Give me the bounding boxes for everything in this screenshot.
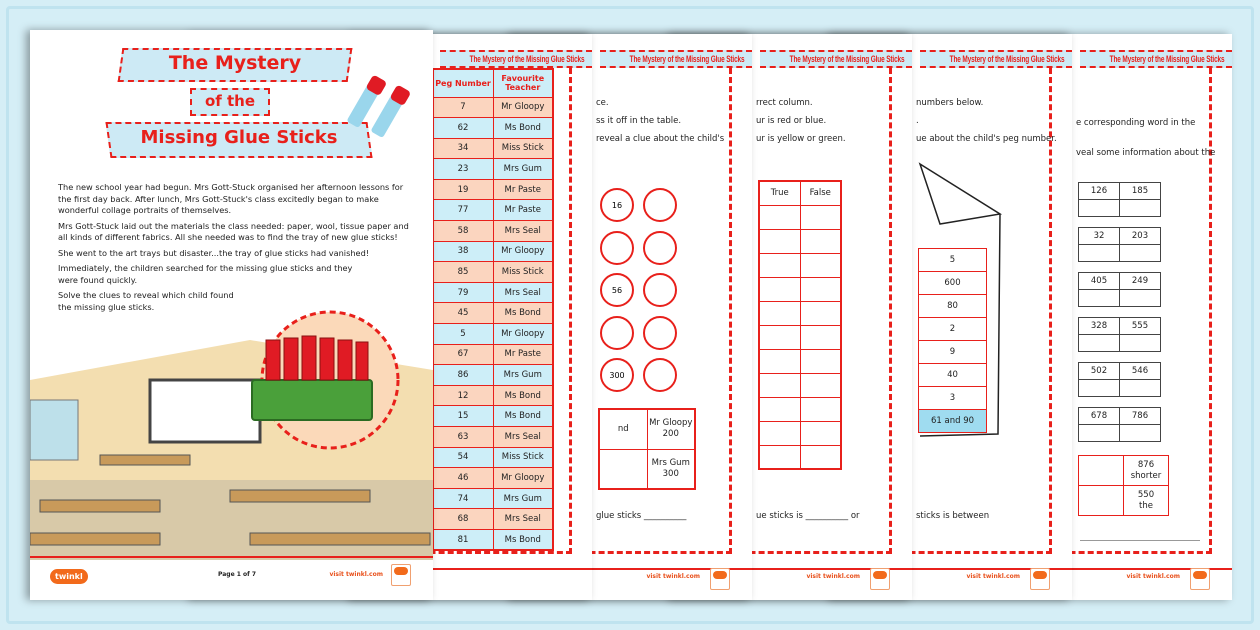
- number-circle: 16: [600, 188, 634, 222]
- table-row: [919, 364, 987, 387]
- teacher-cell: Mrs Gum: [493, 365, 553, 386]
- table-row: [759, 301, 841, 325]
- teacher-cell: Mrs Seal: [493, 282, 553, 303]
- number: 876: [1137, 459, 1155, 470]
- teacher-cell: Mr Gloopy: [493, 468, 553, 489]
- teacher-cell: Mr Gloopy: [493, 324, 553, 345]
- table-row: [413, 241, 553, 262]
- peg-number-cell: 85: [433, 262, 493, 283]
- teacher-cell: Ms Bond: [493, 303, 553, 324]
- page-header: The Mystery of the Missing Glue Sticks: [949, 54, 1064, 64]
- title-line: Missing Glue Sticks: [140, 127, 338, 148]
- table-row: [759, 181, 841, 205]
- peg-number-cell: 38: [433, 241, 493, 262]
- table-row: [413, 406, 553, 427]
- number-pair-table: [1078, 227, 1161, 262]
- table-row: [413, 138, 553, 159]
- table-row: [413, 200, 553, 221]
- table-row: [1079, 228, 1161, 245]
- teacher-cell: Miss Stick: [493, 447, 553, 468]
- story-paragraph: She went to the art trays but disaster...the tray of glue sticks had vanished!: [58, 247, 370, 258]
- word-table: [1078, 455, 1169, 516]
- teacher-cell: Ms Bond: [493, 385, 553, 406]
- number-circle: [643, 231, 677, 265]
- twinkl-badge-icon: [391, 564, 411, 586]
- page-header-banner: [600, 50, 752, 68]
- number-circle: [600, 231, 634, 265]
- answer-cell[interactable]: [800, 325, 841, 349]
- instruction-line: ce.: [596, 98, 609, 108]
- peg-number-cell: 58: [433, 221, 493, 242]
- table-row: [919, 318, 987, 341]
- table-row: [413, 159, 553, 180]
- peg-number-cell: 74: [433, 488, 493, 509]
- value-cell: 2: [919, 318, 987, 341]
- number-cell: 555: [1120, 318, 1161, 335]
- number-circle: [600, 316, 634, 350]
- peg-number-cell: 77: [433, 200, 493, 221]
- instruction-line: veal some information about the: [1076, 148, 1216, 158]
- instruction-line: ue about the child's peg number.: [916, 134, 1057, 144]
- column-header: Favourite Teacher: [493, 69, 553, 97]
- table-row: [413, 344, 553, 365]
- peg-number-cell: 45: [433, 303, 493, 324]
- table-row: [413, 324, 553, 345]
- numbers-table: [918, 248, 987, 433]
- title-line: of the: [204, 92, 256, 110]
- answer-cell[interactable]: [1079, 425, 1120, 442]
- table-row: [759, 397, 841, 421]
- table-row: [1079, 363, 1161, 380]
- table-row: [413, 427, 553, 448]
- table-row: [919, 272, 987, 295]
- answer-cell[interactable]: [759, 253, 800, 277]
- number-circle: [643, 273, 677, 307]
- value-cell: 80: [919, 295, 987, 318]
- page-header: The Mystery of the Missing Glue Sticks: [1109, 54, 1224, 64]
- answer-cell[interactable]: [759, 349, 800, 373]
- table-row: [1079, 425, 1161, 442]
- table-row: [413, 509, 553, 530]
- teacher-cell: Mr Paste: [493, 200, 553, 221]
- table-row: [1079, 183, 1161, 200]
- table-row: [413, 282, 553, 303]
- teacher-cell: Ms Bond: [493, 406, 553, 427]
- twinkl-badge-icon: [870, 568, 890, 590]
- table-row: [413, 262, 553, 283]
- number-circle: [643, 316, 677, 350]
- teacher-cell: Miss Stick: [493, 262, 553, 283]
- answer-cell[interactable]: [1120, 425, 1161, 442]
- instruction-line: .: [916, 116, 919, 126]
- answer-cell[interactable]: [759, 397, 800, 421]
- page-header-banner: [440, 50, 592, 68]
- page-header-banner: [760, 50, 912, 68]
- clue-cell: [599, 449, 647, 489]
- clue-cell: nd: [599, 409, 647, 449]
- number-cell: 678: [1079, 408, 1120, 425]
- story-paragraph: Mrs Gott-Stuck laid out the materials the class needed: paper, wool, tissue paper and all kinds of different fabrics. All she needed was to find the tray of new glue sticks!: [58, 220, 409, 242]
- answer-cell[interactable]: [759, 373, 800, 397]
- page-header: The Mystery of the Missing Glue Sticks: [629, 54, 744, 64]
- teacher-cell: Mr Paste: [493, 344, 553, 365]
- value-cell: 61 and 90: [919, 410, 987, 433]
- table-row: [413, 529, 553, 550]
- table-row: [1079, 273, 1161, 290]
- table-row: [919, 410, 987, 433]
- page-header-banner: [1080, 50, 1232, 68]
- instruction-line: rrect column.: [756, 98, 813, 108]
- title-line: The Mystery: [168, 52, 302, 74]
- twinkl-badge-icon: [1030, 568, 1050, 590]
- instruction-line: numbers below.: [916, 98, 984, 108]
- answer-cell[interactable]: [759, 325, 800, 349]
- peg-number-cell: 19: [433, 179, 493, 200]
- clue-table: [598, 408, 696, 490]
- peg-number-cell: 79: [433, 282, 493, 303]
- visit-link[interactable]: visit twinkl.com: [966, 573, 1020, 580]
- story-text: [58, 182, 410, 313]
- teacher-cell: Ms Bond: [493, 529, 553, 550]
- page-header: The Mystery of the Missing Glue Sticks: [789, 54, 904, 64]
- table-row: [1079, 380, 1161, 397]
- answer-cell[interactable]: [1079, 380, 1120, 397]
- table-row: [919, 341, 987, 364]
- table-row: [759, 205, 841, 229]
- word: shorter: [1130, 470, 1162, 481]
- answer-line: [1080, 540, 1200, 541]
- teacher-cell: Mrs Seal: [493, 427, 553, 448]
- answer-sentence: sticks is between: [916, 511, 990, 521]
- table-row: [413, 468, 553, 489]
- true-false-table: [758, 180, 842, 470]
- glue-sticks-icon: [336, 70, 416, 140]
- table-row: [759, 349, 841, 373]
- teacher-cell: Miss Stick: [493, 138, 553, 159]
- answer-cell[interactable]: [800, 229, 841, 253]
- table-row: [413, 488, 553, 509]
- value-cell: 40: [919, 364, 987, 387]
- peg-teacher-table: [412, 68, 554, 551]
- number-circle: 56: [600, 273, 634, 307]
- classroom-illustration: [30, 300, 433, 560]
- table-row: [599, 409, 695, 449]
- answer-cell[interactable]: [800, 373, 841, 397]
- teacher-cell: Mrs Gum: [493, 488, 553, 509]
- table-row: [1079, 290, 1161, 307]
- instruction-line: ss it off in the table.: [596, 116, 682, 126]
- worksheet-cover-page: [30, 30, 433, 600]
- word-cell: [1124, 486, 1169, 516]
- table-row: [413, 97, 553, 118]
- number-circle: [643, 188, 677, 222]
- visit-link[interactable]: visit twinkl.com: [329, 571, 383, 578]
- table-row: [413, 303, 553, 324]
- teacher-cell: Mrs Seal: [493, 509, 553, 530]
- number: 550: [1137, 489, 1155, 500]
- number-cell: 203: [1120, 228, 1161, 245]
- table-row: [759, 445, 841, 469]
- answer-cell[interactable]: [1120, 290, 1161, 307]
- visit-link[interactable]: visit twinkl.com: [1126, 573, 1180, 580]
- answer-cell[interactable]: [1120, 200, 1161, 217]
- peg-number-cell: 62: [433, 118, 493, 139]
- instruction-line: ur is red or blue.: [756, 116, 827, 126]
- number-cell: 126: [1079, 183, 1120, 200]
- answer-sentence: ue sticks is __________ or: [756, 511, 860, 521]
- answer-cell[interactable]: [759, 301, 800, 325]
- table-row: [413, 221, 553, 242]
- number-cell: 249: [1120, 273, 1161, 290]
- teacher-cell: Mr Gloopy: [493, 241, 553, 262]
- teacher-cell: Mrs Seal: [493, 221, 553, 242]
- value-cell: 3: [919, 387, 987, 410]
- value-cell: 5: [919, 249, 987, 272]
- page-header-banner: [920, 50, 1072, 68]
- peg-number-cell: 81: [433, 529, 493, 550]
- peg-number-cell: 23: [433, 159, 493, 180]
- answer-cell[interactable]: [800, 205, 841, 229]
- cell: [1079, 456, 1124, 486]
- table-row: [759, 277, 841, 301]
- footer-line: [30, 556, 433, 558]
- answer-cell[interactable]: [1120, 335, 1161, 352]
- answer-sentence: glue sticks __________: [596, 511, 687, 521]
- peg-number-cell: 67: [433, 344, 493, 365]
- table-row: [413, 118, 553, 139]
- table-row: [1079, 456, 1169, 486]
- answer-cell[interactable]: [759, 205, 800, 229]
- instruction-line: reveal a clue about the child's: [596, 134, 725, 144]
- twinkl-badge-icon: [1190, 568, 1210, 590]
- answer-cell[interactable]: [800, 253, 841, 277]
- answer-cell[interactable]: [800, 301, 841, 325]
- peg-number-cell: 46: [433, 468, 493, 489]
- peg-number-cell: 86: [433, 365, 493, 386]
- twinkl-badge-icon: [710, 568, 730, 590]
- number-circle: [643, 358, 677, 392]
- peg-number-cell: 63: [433, 427, 493, 448]
- word-cell: [1124, 456, 1169, 486]
- table-row: [413, 385, 553, 406]
- cell: [1079, 486, 1124, 516]
- number-pair-table: [1078, 317, 1161, 352]
- answer-cell[interactable]: [800, 349, 841, 373]
- table-row: [759, 253, 841, 277]
- clue-cell: Mrs Gum 300: [647, 449, 695, 489]
- number-pair-table: [1078, 362, 1161, 397]
- table-row: [1079, 486, 1169, 516]
- answer-cell[interactable]: [1079, 200, 1120, 217]
- table-row: [919, 387, 987, 410]
- peg-number-cell: 12: [433, 385, 493, 406]
- table-row: [1079, 335, 1161, 352]
- peg-number-cell: 7: [433, 97, 493, 118]
- teacher-cell: Mrs Gum: [493, 159, 553, 180]
- table-row: [759, 229, 841, 253]
- answer-cell[interactable]: [759, 229, 800, 253]
- number-cell: 546: [1120, 363, 1161, 380]
- table-row: [759, 373, 841, 397]
- teacher-cell: Mr Paste: [493, 179, 553, 200]
- number-pair-table: [1078, 407, 1161, 442]
- table-row: [413, 179, 553, 200]
- number-pair-table: [1078, 182, 1161, 217]
- table-row: [759, 421, 841, 445]
- teacher-cell: Mr Gloopy: [493, 97, 553, 118]
- story-paragraph: The new school year had begun. Mrs Gott-Stuck organised her afternoon lessons for the first day back. After lunch, Mrs Gott-Stuck's class excitedly began to make wonderful collage portraits of themselves.: [58, 182, 404, 215]
- answer-cell[interactable]: [1079, 245, 1120, 262]
- value-cell: 600: [919, 272, 987, 295]
- table-row: [1079, 408, 1161, 425]
- answer-cell[interactable]: [800, 421, 841, 445]
- number-cell: 328: [1079, 318, 1120, 335]
- answer-cell[interactable]: [759, 421, 800, 445]
- story-paragraph: Solve the clues to reveal which child found the missing glue sticks.: [58, 290, 234, 312]
- instruction-line: ur is yellow or green.: [756, 134, 846, 144]
- clue-cell: Mr Gloopy 200: [647, 409, 695, 449]
- peg-number-cell: 54: [433, 447, 493, 468]
- instruction-line: e corresponding word in the: [1076, 118, 1196, 128]
- answer-cell[interactable]: [800, 397, 841, 421]
- page-header: The Mystery of the Missing Glue Sticks: [469, 54, 584, 64]
- table-row: [919, 249, 987, 272]
- number-cell: 185: [1120, 183, 1161, 200]
- twinkl-logo: twinkl: [50, 569, 88, 584]
- page-number: Page 1 of 7: [218, 571, 256, 578]
- answer-cell[interactable]: [759, 277, 800, 301]
- table-row: [1079, 200, 1161, 217]
- value-cell: 9: [919, 341, 987, 364]
- number-cell: 32: [1079, 228, 1120, 245]
- column-header: False: [800, 181, 841, 205]
- column-header: Peg Number: [433, 69, 493, 97]
- number-cell: 502: [1079, 363, 1120, 380]
- number-circle: 300: [600, 358, 634, 392]
- peg-number-cell: 5: [433, 324, 493, 345]
- table-row: [1079, 318, 1161, 335]
- answer-cell[interactable]: [1120, 380, 1161, 397]
- table-row: [1079, 245, 1161, 262]
- visit-link[interactable]: visit twinkl.com: [806, 573, 860, 580]
- table-row: [599, 449, 695, 489]
- peg-number-cell: 15: [433, 406, 493, 427]
- answer-cell[interactable]: [1079, 335, 1120, 352]
- story-paragraph: Immediately, the children searched for the missing glue sticks and they were found quickly.: [58, 263, 353, 285]
- number-pair-table: [1078, 272, 1161, 307]
- table-row: [759, 325, 841, 349]
- peg-number-cell: 34: [433, 138, 493, 159]
- table-row: [413, 365, 553, 386]
- number-cell: 786: [1120, 408, 1161, 425]
- peg-number-cell: 68: [433, 509, 493, 530]
- table-row: [919, 295, 987, 318]
- word: the: [1139, 500, 1153, 511]
- answer-cell[interactable]: [800, 445, 841, 469]
- answer-cell[interactable]: [800, 277, 841, 301]
- visit-link[interactable]: visit twinkl.com: [646, 573, 700, 580]
- answer-cell[interactable]: [759, 445, 800, 469]
- number-cell: 405: [1079, 273, 1120, 290]
- answer-cell[interactable]: [1120, 245, 1161, 262]
- teacher-cell: Ms Bond: [493, 118, 553, 139]
- column-header: True: [759, 181, 800, 205]
- table-row: [413, 447, 553, 468]
- answer-cell[interactable]: [1079, 290, 1120, 307]
